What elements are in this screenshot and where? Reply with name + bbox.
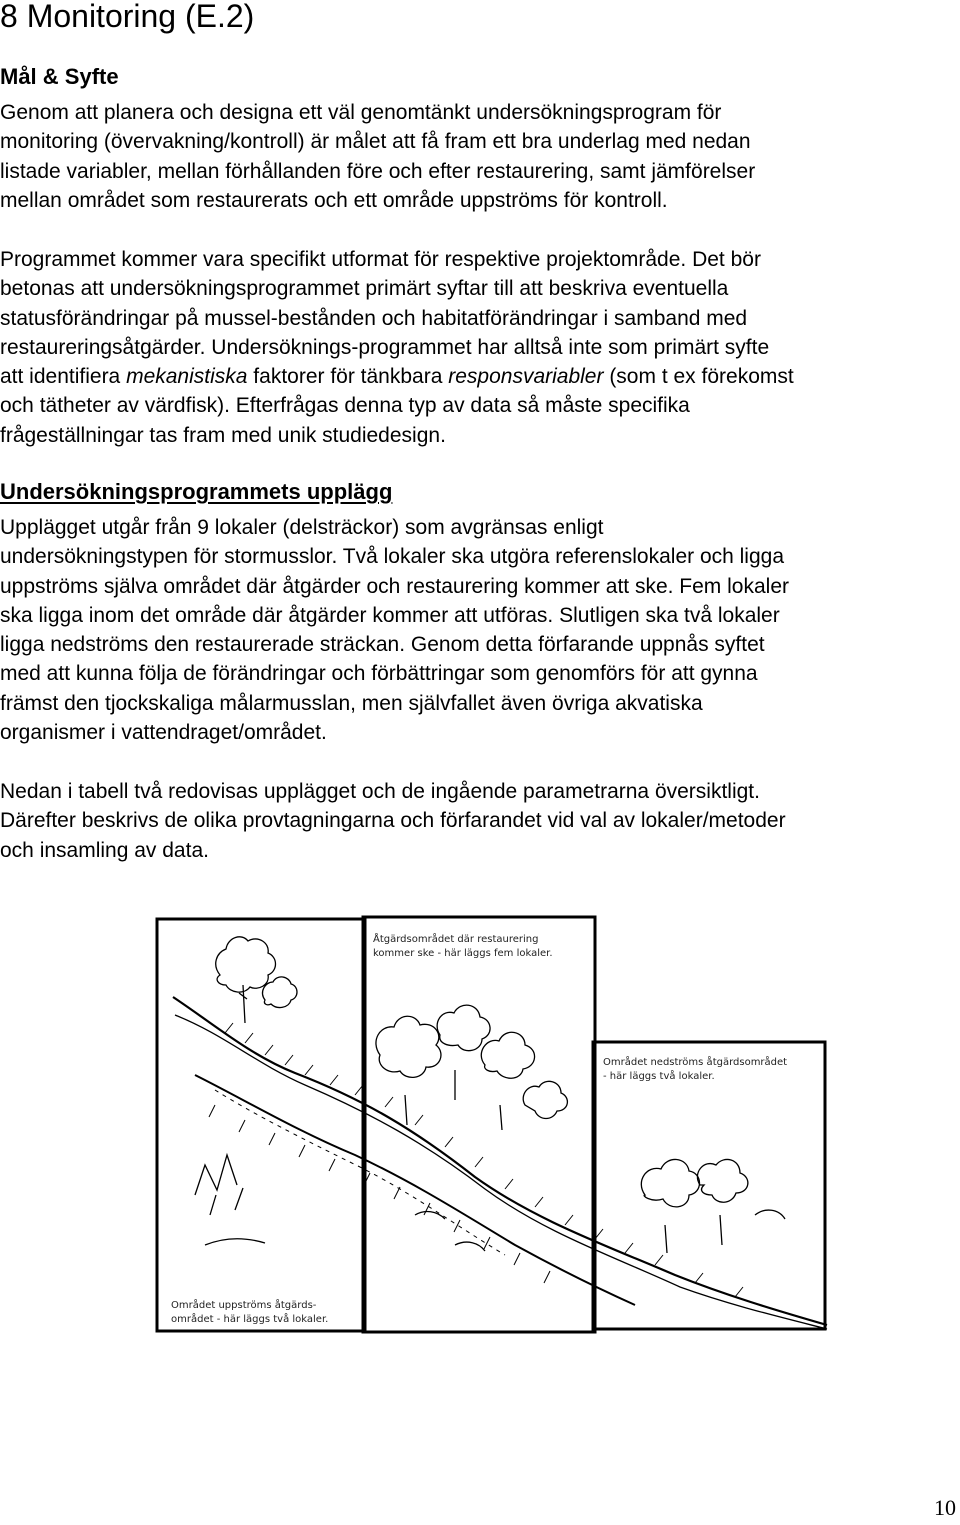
left-trees <box>195 937 297 1245</box>
text-line: med att kunna följa de förändringar och förbättringar som genomförs för att gynna <box>0 662 758 686</box>
right-label-line1: Området nedströms åtgärdsområdet <box>603 1057 788 1068</box>
text-line: organismer i vattendraget/området. <box>0 721 327 745</box>
text-line: Genom att planera och designa ett väl genomtänkt undersökningsprogram för <box>0 101 722 124</box>
left-panel-frame <box>157 919 365 1331</box>
right-panel-frame <box>593 1042 825 1329</box>
text-line: restaureringsåtgärder. Undersöknings-programmet har alltså inte som primärt syfte <box>0 335 770 359</box>
river-illustration-figure <box>155 915 830 1335</box>
text-line: ska ligga inom det område där åtgärder kommer att utföras. Slutligen ska två lokaler <box>0 603 780 627</box>
italic-term-responsvariabler: responsvariabler <box>448 365 604 389</box>
text-line: Därefter beskrivs de olika provtagningarna och förfarandet vid val av lokaler/metoder <box>0 809 786 833</box>
text-line: undersökningstypen för stormusslor. Två lokaler ska utgöra referenslokaler och ligga <box>0 545 785 569</box>
paragraph-program <box>0 245 960 450</box>
text-line: Upplägget utgår från 9 lokaler (delsträckor) som avgränsas enligt <box>0 516 604 539</box>
river-lower-bank <box>195 1075 635 1305</box>
left-label-line2: området - här läggs två lokaler. <box>171 1314 329 1325</box>
paragraph-tabell <box>0 777 960 865</box>
river-sketch-svg <box>155 915 830 1335</box>
left-label-line1: Området uppströms åtgärds- <box>171 1300 317 1311</box>
text-line: och insamling av data. <box>0 838 209 862</box>
paragraph-intro <box>0 98 960 215</box>
text-line-italic-mix <box>0 362 960 391</box>
text-line: monitoring (övervakning/kontroll) är målet att få fram ett bra underlag med nedan <box>0 130 751 154</box>
text-line: frågeställningar tas fram med unik studiedesign. <box>0 423 446 447</box>
right-trees <box>641 1159 785 1253</box>
italic-term-mekanistiska: mekanistiska <box>126 365 248 389</box>
paragraph-upplagg <box>0 513 960 747</box>
text-line: listade variabler, mellan förhållanden före och efter restaurering, samt jämförelser <box>0 159 756 183</box>
text-line: främst den tjockskaliga målarmusslan, men självfallet även övriga akvatiska <box>0 691 703 715</box>
page-number: 10 <box>934 1495 956 1520</box>
text-line: Nedan i tabell två redovisas upplägget och de ingående parametrarna översiktligt. <box>0 780 760 803</box>
text-line: Programmet kommer vara specifikt utformat för respektive projektområde. Det bör <box>0 248 761 271</box>
figure-captions <box>171 932 787 1325</box>
text-line: statusförändringar på mussel-bestånden och habitatförändringar i samband med <box>0 306 748 330</box>
middle-label-line1: Åtgärdsområdet där restaurering <box>373 934 539 945</box>
right-label-line2: - här läggs två lokaler. <box>603 1071 715 1082</box>
text-run: (som t ex förekomst <box>603 365 794 389</box>
section-title-mal-syfte: Mål & Syfte <box>0 64 119 89</box>
text-line: uppströms själva området där åtgärder och restaurering kommer att ske. Fem lokaler <box>0 574 789 598</box>
river-hatch <box>215 1090 505 1255</box>
middle-label-line2: kommer ske - här läggs fem lokaler. <box>373 948 553 959</box>
text-line: mellan området som restaurerats och ett område uppströms för kontroll. <box>0 188 668 212</box>
river-upper-bank <box>173 997 827 1325</box>
text-run: faktorer för tänkbara <box>247 365 449 389</box>
text-line: betonas att undersökningsprogrammet primärt syftar till att beskriva eventuella <box>0 277 729 301</box>
text-run: att identifiera <box>0 365 127 389</box>
chapter-heading: 8 Monitoring (E.2) <box>0 0 255 34</box>
text-line: och tätheter av värdfisk). Efterfrågas denna typ av data så måste specifika <box>0 394 690 418</box>
text-line: ligga nedströms den restaurerade sträckan. Genom detta förfarande uppnås syftet <box>0 633 765 657</box>
section-title-upplagg: Undersökningsprogrammets upplägg <box>0 479 393 504</box>
